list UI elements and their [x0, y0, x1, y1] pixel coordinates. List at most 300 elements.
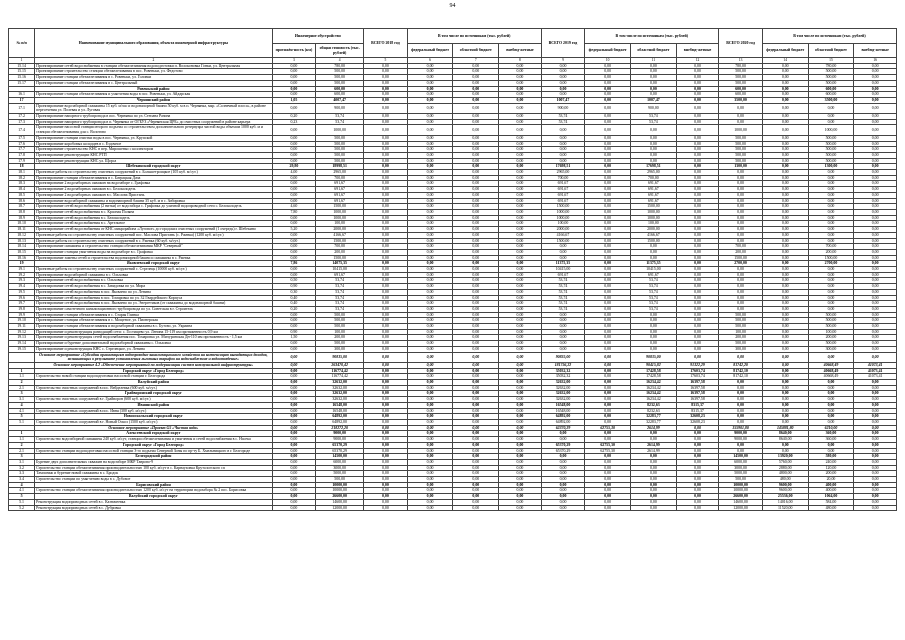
cell-value: 0,00 — [585, 374, 631, 380]
cell-value: 11375,35 — [541, 261, 585, 267]
cell-value: 0,00 — [407, 368, 453, 374]
cell-value: 0,00 — [453, 238, 499, 244]
cell-value: 0,00 — [854, 477, 897, 483]
cell-value: 0,00 — [407, 505, 453, 511]
cell-value: 41073,41 — [854, 374, 897, 380]
cell-value: 3000,00 — [719, 465, 763, 471]
cell-value: 53,74 — [316, 301, 364, 307]
cell-value: 0,00 — [854, 431, 897, 437]
cell-value: 0,00 — [499, 402, 542, 408]
cell-value: 0,00 — [585, 103, 631, 113]
column-index: 3 — [272, 58, 316, 64]
row-number — [9, 352, 35, 362]
cell-value: 500,00 — [719, 324, 763, 330]
cell-value: 0,00 — [719, 170, 763, 176]
row-name: Грайворонский городской округ — [35, 391, 272, 397]
cell-value: 0,00 — [272, 420, 316, 426]
cell-value: 0,00 — [585, 505, 631, 511]
cell-value: 580,00 — [808, 454, 854, 460]
cell-value: 360,00 — [808, 437, 854, 443]
cell-value: 0,00 — [762, 103, 808, 113]
cell-value: 0,00 — [272, 221, 316, 227]
cell-value: 0,00 — [499, 494, 542, 500]
cell-value: 0,00 — [585, 335, 631, 341]
cell-value: 0,00 — [719, 408, 763, 414]
cell-value: 35032,32 — [541, 374, 585, 380]
cell-value: 0,00 — [719, 391, 763, 397]
cell-value: 0,00 — [453, 465, 499, 471]
row-number: 18.4 — [9, 187, 35, 193]
row-name: Строительство очистных сооружений в г. Новый Оскол (1500 куб. м/сут.) — [35, 420, 272, 426]
cell-value: 0,00 — [453, 368, 499, 374]
cell-value: 0,00 — [364, 425, 408, 431]
cell-value: 0,00 — [585, 164, 631, 170]
cell-value: 0,00 — [364, 482, 408, 488]
cell-value: 5000,00 — [316, 471, 364, 477]
cell-value: 32608,23 — [676, 414, 719, 420]
cell-value: 0,00 — [364, 324, 408, 330]
cell-value: 0,00 — [364, 272, 408, 278]
cell-value: 0,00 — [762, 301, 808, 307]
cell-value: 0,00 — [762, 402, 808, 408]
cell-value: 0,00 — [407, 284, 453, 290]
cell-value: 0,00 — [585, 420, 631, 426]
cell-value: 90835,00 — [541, 352, 585, 362]
row-number: 5.2 — [9, 505, 35, 511]
cell-value: 691,67 — [631, 181, 677, 187]
cell-value: 0,00 — [364, 187, 408, 193]
cell-value: 0,00 — [364, 289, 408, 295]
cell-value: 0,00 — [453, 362, 499, 368]
cell-value: 0,00 — [631, 459, 677, 465]
cell-value: 0,00 — [364, 209, 408, 215]
cell-value: 0,00 — [364, 408, 408, 414]
cell-value: 9000,00 — [316, 437, 364, 443]
cell-value: 500,00 — [719, 69, 763, 75]
cell-value: 0,00 — [854, 261, 897, 267]
row-name: Проектирование водозаборной скважины и водонапорной башни 35 куб. м в с. Зиборовка — [35, 198, 272, 204]
cell-value: 1007,47 — [631, 97, 677, 103]
cell-value: 0,00 — [407, 437, 453, 443]
cell-value: 0,00 — [407, 204, 453, 210]
cell-value: 0,00 — [364, 306, 408, 312]
cell-value: 0,00 — [407, 158, 453, 164]
cell-value: 0,00 — [499, 459, 542, 465]
row-name: Проектирование станции умягчения воды на водозаборе в с. Графовка — [35, 249, 272, 255]
cell-value: 480,00 — [808, 505, 854, 511]
cell-value: 0,00 — [499, 97, 542, 103]
row-number: 3.4 — [9, 477, 35, 483]
cell-value: 0,00 — [407, 306, 453, 312]
cell-value: 691,67 — [316, 181, 364, 187]
cell-value: 0,00 — [453, 335, 499, 341]
column-index: 6 — [407, 58, 453, 64]
cell-value: 53,74 — [631, 278, 677, 284]
cell-value: 0,00 — [407, 255, 453, 261]
cell-value: 0,00 — [364, 114, 408, 120]
cell-value: 0,00 — [854, 505, 897, 511]
cell-value: 0,00 — [854, 114, 897, 120]
cell-value: 81742,20 — [719, 362, 763, 368]
header-extrabudget-2020: внебюд-жетные — [854, 44, 897, 58]
cell-value: 0,00 — [453, 232, 499, 238]
cell-value: 0,00 — [854, 385, 897, 391]
cell-value: 0,00 — [407, 494, 453, 500]
cell-value: 0,00 — [364, 454, 408, 460]
cell-value: 0,00 — [719, 442, 763, 448]
cell-value: 0,00 — [762, 420, 808, 426]
cell-value: 0,00 — [854, 232, 897, 238]
cell-value: 0,00 — [585, 499, 631, 505]
cell-value: 10000,00 — [719, 482, 763, 488]
cell-value: 0,00 — [719, 181, 763, 187]
cell-value: 691,67 — [631, 198, 677, 204]
cell-value: 35032,32 — [541, 368, 585, 374]
cell-value: 0,00 — [631, 63, 677, 69]
row-name: Проектирование 2 водозаборных скважин на водозаборе с. Графовка — [35, 181, 272, 187]
cell-value: 0,00 — [762, 69, 808, 75]
cell-value: 600,00 — [316, 86, 364, 92]
cell-value: 0,00 — [453, 86, 499, 92]
header-extrabudget-2019: внебюд-жетные — [676, 44, 719, 58]
cell-value: 0,00 — [585, 295, 631, 301]
cell-value: 0,00 — [407, 431, 453, 437]
cell-value: 0,00 — [453, 75, 499, 81]
cell-value: 0,00 — [364, 385, 408, 391]
cell-value: 0,00 — [854, 488, 897, 494]
cell-value: 0,00 — [585, 152, 631, 158]
cell-value: 0,00 — [762, 232, 808, 238]
cell-value: 41073,41 — [854, 362, 897, 368]
cell-value: 0,00 — [499, 391, 542, 397]
cell-value: 0,00 — [676, 335, 719, 341]
cell-value: 17603,74 — [676, 374, 719, 380]
cell-value: 0,00 — [762, 147, 808, 153]
row-number: 19.5 — [9, 289, 35, 295]
cell-value: 0,00 — [854, 284, 897, 290]
cell-value: 0,00 — [364, 494, 408, 500]
cell-value: 0,00 — [407, 312, 453, 318]
cell-value: 0,00 — [499, 448, 542, 454]
cell-value: 0,00 — [453, 306, 499, 312]
cell-value: 0,00 — [676, 482, 719, 488]
cell-value: 0,00 — [808, 402, 854, 408]
row-number: 1.1 — [9, 437, 35, 443]
row-name: Проектирование сетей водоснабжения в пос. Яковлево по ул. Ленина — [35, 289, 272, 295]
cell-value: 0,00 — [854, 175, 897, 181]
cell-value: 0,00 — [854, 63, 897, 69]
cell-value: 0,00 — [407, 318, 453, 324]
cell-value: 0,00 — [272, 346, 316, 352]
cell-value: 0,00 — [585, 408, 631, 414]
cell-value: 0,00 — [407, 244, 453, 250]
cell-value: 0,00 — [631, 477, 677, 483]
cell-value: 500,00 — [808, 318, 854, 324]
row-name: Проектирование замены сетей и строительства водонапорной башни и скважины в с. Ржевка — [35, 255, 272, 261]
cell-value: 0,00 — [272, 80, 316, 86]
cell-value: 0,00 — [272, 215, 316, 221]
cell-value: 0,00 — [854, 482, 897, 488]
cell-value: 16397,58 — [676, 385, 719, 391]
cell-value: 10415,00 — [316, 267, 364, 273]
cell-value: 0,00 — [854, 402, 897, 408]
cell-value: 0,00 — [762, 238, 808, 244]
cell-value: 0,00 — [762, 352, 808, 362]
cell-value: 0,00 — [453, 152, 499, 158]
cell-value: 53,74 — [541, 284, 585, 290]
cell-value: 0,00 — [854, 499, 897, 505]
cell-value: 100,00 — [541, 221, 585, 227]
cell-value: 0,00 — [854, 414, 897, 420]
cell-value: 32608,23 — [676, 420, 719, 426]
cell-value: 0,00 — [676, 301, 719, 307]
cell-value: 0,00 — [541, 488, 585, 494]
row-number: 18.3 — [9, 181, 35, 187]
cell-value: 0,00 — [541, 152, 585, 158]
cell-value: 0,00 — [272, 374, 316, 380]
cell-value: 0,00 — [585, 86, 631, 92]
cell-value: 9000,00 — [719, 431, 763, 437]
cell-value: 0,00 — [499, 261, 542, 267]
cell-value: 0,00 — [407, 97, 453, 103]
cell-value: 0,00 — [364, 278, 408, 284]
row-number: 19.12 — [9, 329, 35, 335]
cell-value: 0,00 — [272, 103, 316, 113]
cell-value: 0,00 — [453, 284, 499, 290]
cell-value: 0,00 — [854, 437, 897, 443]
cell-value: 0,00 — [854, 420, 897, 426]
cell-value: 0,00 — [631, 324, 677, 330]
cell-value: 0,00 — [364, 442, 408, 448]
cell-value: 0,00 — [453, 402, 499, 408]
row-number: 18.11 — [9, 227, 35, 233]
cell-value: 0,00 — [453, 158, 499, 164]
cell-value: 0,00 — [762, 170, 808, 176]
cell-value: 0,00 — [631, 69, 677, 75]
cell-value: 500,00 — [808, 341, 854, 347]
cell-value: 0,00 — [585, 368, 631, 374]
cell-value: 6210,00 — [808, 425, 854, 431]
cell-value: 2000,00 — [541, 227, 585, 233]
cell-value: 0,00 — [364, 284, 408, 290]
cell-value: 0,00 — [676, 494, 719, 500]
cell-value: 0,00 — [762, 249, 808, 255]
cell-value: 0,00 — [854, 346, 897, 352]
cell-value: 0,00 — [854, 238, 897, 244]
cell-value: 0,00 — [676, 454, 719, 460]
cell-value: 0,00 — [631, 471, 677, 477]
row-name: Городской округ «Город Белгород» — [35, 442, 272, 448]
cell-value: 0,00 — [407, 125, 453, 135]
row-number: 4 — [9, 402, 35, 408]
cell-value: 1500,00 — [808, 255, 854, 261]
row-name: Проектирование станции обезжелезивания в с. Батрацкая Дача — [35, 175, 272, 181]
cell-value: 0,00 — [272, 69, 316, 75]
cell-value: 0,00 — [407, 442, 453, 448]
cell-value: 0,00 — [407, 341, 453, 347]
cell-value: 0,00 — [364, 301, 408, 307]
cell-value: 53,74 — [316, 114, 364, 120]
cell-value: 0,00 — [407, 267, 453, 273]
cell-value: 0,00 — [762, 368, 808, 374]
header-extrabudget-2018: внебюд-жетные — [499, 44, 542, 58]
cell-value: 0,00 — [453, 170, 499, 176]
cell-value: 0,00 — [676, 125, 719, 135]
cell-value: 0,00 — [499, 192, 542, 198]
cell-value: 500,00 — [316, 152, 364, 158]
cell-value: 5,20 — [272, 227, 316, 233]
cell-value: 0,00 — [453, 459, 499, 465]
cell-value: 0,00 — [499, 471, 542, 477]
cell-value: 584,00 — [808, 499, 854, 505]
cell-value: 0,00 — [541, 341, 585, 347]
cell-value: 9000,00 — [719, 437, 763, 443]
cell-value: 0,00 — [808, 420, 854, 426]
cell-value: 0,00 — [854, 465, 897, 471]
column-index: 11 — [631, 58, 677, 64]
header-sources-2018: В том числе по источникам (тыс. рублей) — [407, 29, 541, 44]
cell-value: 0,00 — [676, 306, 719, 312]
cell-value: 0,00 — [676, 505, 719, 511]
cell-value: 0,00 — [808, 175, 854, 181]
cell-value: 500,00 — [316, 141, 364, 147]
cell-value: 0,00 — [499, 306, 542, 312]
cell-value: 0,00 — [499, 324, 542, 330]
row-number: 19.13 — [9, 335, 35, 341]
cell-value: 53,74 — [316, 289, 364, 295]
cell-value: 0,00 — [676, 175, 719, 181]
cell-value: 0,00 — [854, 164, 897, 170]
row-name: Проектирование станции обезжелезивания в с. Старая Глинка — [35, 312, 272, 318]
row-name: Реконструкция водопроводных сетей в с. Казначеевка — [35, 499, 272, 505]
cell-value: 1000,00 — [541, 209, 585, 215]
cell-value: 32632,00 — [541, 380, 585, 386]
row-name: Валуйский район — [35, 380, 272, 386]
cell-value: 0,00 — [453, 374, 499, 380]
cell-value: 0,00 — [364, 437, 408, 443]
cell-value: 32632,00 — [316, 397, 364, 403]
cell-value: 200,00 — [808, 335, 854, 341]
cell-value: 0,00 — [808, 103, 854, 113]
cell-value: 0,00 — [676, 324, 719, 330]
cell-value: 0,00 — [499, 267, 542, 273]
cell-value: 0,00 — [631, 147, 677, 153]
row-number: 18.16 — [9, 255, 35, 261]
cell-value: 16234,42 — [631, 380, 677, 386]
row-number: 17.6 — [9, 141, 35, 147]
cell-value: 0,00 — [272, 385, 316, 391]
row-name: Проектирование и реконструкция сетей водоснабжения пос. Томаровка ул. Мичуринская Дн-110 мм протяженность - 1,5 км — [35, 335, 272, 341]
cell-value: 0,00 — [719, 204, 763, 210]
cell-value: 0,00 — [719, 232, 763, 238]
row-name: Проектные работы по строительству очистных сооружений с. Стрелецк (10000 куб. м/сут.) — [35, 267, 272, 273]
cell-value: 0,00 — [272, 318, 316, 324]
cell-value: 0,00 — [407, 397, 453, 403]
cell-value: 2000,00 — [631, 227, 677, 233]
cell-value: 0,00 — [719, 284, 763, 290]
cell-value: 0,00 — [585, 267, 631, 273]
cell-value: 0,00 — [854, 278, 897, 284]
cell-value: 0,00 — [762, 335, 808, 341]
cell-value: 0,00 — [631, 346, 677, 352]
cell-value: 16397,58 — [676, 391, 719, 397]
cell-value: 0,00 — [676, 114, 719, 120]
row-number: 19.4 — [9, 284, 35, 290]
row-name: Проектирование сетей водоснабжения в с. Артельное — [35, 221, 272, 227]
cell-value: 0,00 — [541, 135, 585, 141]
cell-value: 0,00 — [541, 318, 585, 324]
cell-value: 0,00 — [541, 459, 585, 465]
cell-value: 900,00 — [316, 103, 364, 113]
row-number: 19.6 — [9, 295, 35, 301]
cell-value: 0,30 — [272, 289, 316, 295]
cell-value: 0,90 — [272, 284, 316, 290]
cell-value: 0,00 — [499, 329, 542, 335]
cell-value: 26600,00 — [719, 494, 763, 500]
cell-value: 691,67 — [631, 272, 677, 278]
cell-value: 691,67 — [316, 272, 364, 278]
row-name: Чернянский район — [35, 97, 272, 103]
cell-value: 155901,80 — [719, 425, 763, 431]
row-number: 19.3 — [9, 278, 35, 284]
cell-value: 0,00 — [762, 414, 808, 420]
cell-value: 0,00 — [808, 397, 854, 403]
cell-value: 0,00 — [407, 147, 453, 153]
cell-value: 0,00 — [407, 198, 453, 204]
row-number: 5 — [9, 494, 35, 500]
cell-value: 0,00 — [719, 272, 763, 278]
cell-value: 64892,00 — [541, 420, 585, 426]
cell-value: 0,00 — [585, 306, 631, 312]
row-number: 17.7 — [9, 147, 35, 153]
cell-value: 0,00 — [272, 488, 316, 494]
cell-value: 0,00 — [453, 448, 499, 454]
row-number: 4.1 — [9, 488, 35, 494]
cell-value: 0,00 — [453, 141, 499, 147]
cell-value: 0,00 — [676, 86, 719, 92]
cell-value: 0,00 — [676, 227, 719, 233]
cell-value: 0,00 — [364, 329, 408, 335]
cell-value: 0,00 — [585, 135, 631, 141]
row-name: Проектирование сетей водоснабжения (2 нитки) от водозабора с. Графовка до уличной водопроводной сети с. Белоколодезь — [35, 204, 272, 210]
cell-value: 0,00 — [585, 312, 631, 318]
row-name: Проектирование строительство станции обезжелезивания в пос. Ровеньки, ул. Федотово — [35, 69, 272, 75]
cell-value: 0,00 — [453, 135, 499, 141]
cell-value: 0,00 — [719, 187, 763, 193]
cell-value: 0,00 — [453, 425, 499, 431]
cell-value: 691,67 — [541, 181, 585, 187]
cell-value: 0,00 — [364, 170, 408, 176]
cell-value: 240,00 — [808, 459, 854, 465]
table-body — [9, 58, 897, 511]
cell-value: 0,00 — [676, 284, 719, 290]
cell-value: 0,00 — [453, 69, 499, 75]
cell-value: 0,00 — [453, 249, 499, 255]
cell-value: 500,00 — [316, 75, 364, 81]
cell-value: 0,00 — [499, 397, 542, 403]
cell-value: 0,00 — [762, 278, 808, 284]
cell-value: 0,00 — [499, 92, 542, 98]
row-number: 19.10 — [9, 318, 35, 324]
cell-value: 7,86 — [272, 261, 316, 267]
cell-value: 0,00 — [499, 278, 542, 284]
row-number: 19 — [9, 261, 35, 267]
cell-value: 0,00 — [541, 75, 585, 81]
cell-value: 0,00 — [499, 420, 542, 426]
cell-value: 0,00 — [364, 431, 408, 437]
cell-value: 500,00 — [808, 69, 854, 75]
cell-value: 700,00 — [808, 244, 854, 250]
